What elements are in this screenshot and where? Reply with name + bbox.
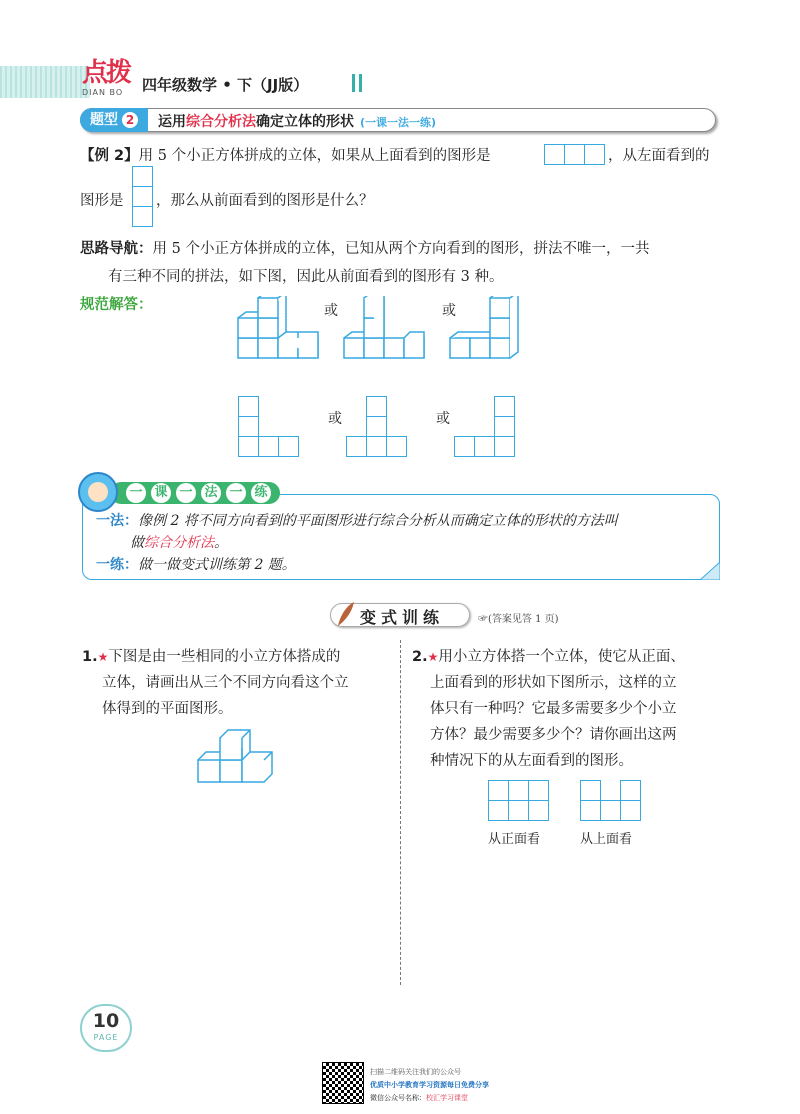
front-view-cell	[238, 436, 259, 457]
question-2-text-2: 上面看到的形状如下图所示，这样的立	[430, 675, 677, 691]
qr-code-icon	[322, 1062, 364, 1104]
or-label: 或	[328, 411, 342, 427]
header-stripe	[0, 66, 90, 98]
front-grid-cell	[528, 780, 549, 801]
front-grid-cell	[488, 780, 509, 801]
example-text-3: 图形是	[80, 193, 124, 209]
front-view-cell	[494, 396, 515, 417]
question-2-text-4: 方体？最少需要多少个？请你画出这两	[430, 727, 677, 743]
front-view-cell	[494, 436, 515, 457]
answer-label: 规范解答：	[80, 297, 153, 313]
top-grid-cell	[580, 800, 601, 821]
top-grid-cell	[600, 800, 621, 821]
top-grid-cell	[580, 780, 601, 801]
section-title-prefix: 运用	[158, 114, 186, 130]
footer-line-2: 优质中小学教育学习资源每日免费分享	[370, 1081, 489, 1089]
front-grid-cell	[528, 800, 549, 821]
solid-figure-1	[236, 296, 326, 364]
brand-logo	[82, 58, 132, 102]
footer-line-1: 扫描二维码关注我们的公众号	[370, 1068, 461, 1076]
front-view-cell	[258, 436, 279, 457]
or-label: 或	[442, 303, 456, 319]
or-label: 或	[436, 411, 450, 427]
method-header	[110, 482, 280, 504]
question-2-number: 2.	[412, 649, 428, 665]
thinking-line-2: 有三种不同的拼法，如下图，因此从前面看到的图形有 3 种。	[108, 269, 504, 285]
section-title-tail: (一课一法一练)	[360, 116, 437, 129]
method-fa-highlight: 综合分析法	[144, 535, 214, 551]
method-fa-text-1: 像例 2 将不同方向看到的平面图形进行综合分析从而确定立体的形状的方法叫	[138, 513, 618, 529]
page-curl-icon	[700, 562, 720, 580]
answer-reference: ☞(答案见答 1 页)	[478, 614, 559, 625]
front-grid-cell	[508, 780, 529, 801]
method-fa-text-2-suffix: 。	[214, 535, 228, 551]
caption-front-view: 从正面看	[488, 832, 541, 847]
logo-text: 点拨	[82, 58, 131, 88]
book-title: 四年级数学 • 下（JJ版）	[142, 76, 309, 94]
front-view-cell	[386, 436, 407, 457]
solid-figure-2	[340, 296, 430, 364]
top-grid-cell	[620, 800, 641, 821]
example-label: 【例 2】	[80, 148, 139, 164]
section-tag	[80, 108, 148, 132]
star-icon: ★	[427, 650, 439, 664]
top-view-cell	[564, 144, 585, 165]
method-lian-line	[96, 554, 296, 576]
solid-figure-3	[448, 296, 528, 364]
section-tag-label: 题型	[90, 112, 118, 128]
section-title-highlight: 综合分析法	[186, 114, 256, 130]
page-number: 10	[92, 1010, 120, 1032]
question-1-number: 1.	[82, 649, 98, 665]
front-view-cell	[366, 396, 387, 417]
question-2-line-1	[412, 646, 722, 668]
thinking-label: 思路导航：	[80, 241, 153, 257]
thinking-text-1: 用 5 个小正方体拼成的立体，已知从两个方向看到的图形，拼法不唯一，一共	[152, 241, 650, 257]
section-title	[158, 111, 436, 131]
column-divider	[400, 640, 401, 985]
front-view-cell	[278, 436, 299, 457]
or-label: 或	[324, 303, 338, 319]
question-2-text-5: 种情况下的从左面看到的图形。	[430, 753, 633, 769]
method-fa-line-1	[96, 510, 716, 532]
method-fa-label: 一法：	[96, 513, 138, 529]
example-text-2: ，从左面看到的	[608, 148, 710, 164]
footer-line-3-prefix: 微信公众号名称：	[370, 1094, 426, 1102]
mascot-icon	[78, 472, 118, 512]
page-label: PAGE	[93, 1033, 119, 1042]
example-text-4: ，那么从前面看到的图形是什么？	[156, 193, 374, 209]
method-header-char: 一	[126, 483, 146, 503]
question-2-text-1: 用小立方体搭一个立体，使它从正面、	[438, 649, 685, 665]
front-grid-cell	[488, 800, 509, 821]
method-fa-line-2	[130, 532, 228, 554]
top-grid-cell	[620, 780, 641, 801]
front-view-cell	[238, 416, 259, 437]
front-view-cell	[366, 436, 387, 457]
front-view-cell	[238, 396, 259, 417]
method-lian-label: 一练：	[96, 557, 138, 573]
method-header-char: 一	[226, 483, 246, 503]
training-title: 变式训练	[360, 608, 445, 627]
section-title-suffix: 确定立体的形状	[256, 114, 354, 130]
front-view-cell	[494, 416, 515, 437]
thinking-line-1	[80, 238, 725, 260]
caption-top-view: 从上面看	[580, 832, 633, 847]
front-view-cell	[454, 436, 475, 457]
logo-subtext: DIAN BO	[82, 88, 124, 97]
front-view-cell	[366, 416, 387, 437]
method-fa-text-2-prefix: 做	[130, 535, 144, 551]
front-view-cell	[474, 436, 495, 457]
top-view-cell	[544, 144, 565, 165]
star-icon: ★	[97, 650, 109, 664]
quill-icon	[334, 600, 356, 628]
question-1-line-1	[82, 646, 382, 668]
footer-line-3-value: 校汇学习课堂	[426, 1094, 468, 1102]
section-number: 2	[122, 112, 138, 128]
left-view-cell	[132, 166, 153, 187]
top-view-cell	[584, 144, 605, 165]
question-1-text-1: 下图是由一些相同的小立方体搭成的	[108, 649, 341, 665]
method-header-char: 一	[176, 483, 196, 503]
footer-line-3	[370, 1093, 468, 1103]
example-text-1: 用 5 个小正方体拼成的立体，如果从上面看到的图形是	[138, 148, 491, 164]
front-view-cell	[346, 436, 367, 457]
method-header-char: 练	[251, 483, 271, 503]
question-1-solid-figure	[192, 722, 276, 786]
method-header-char: 课	[151, 483, 171, 503]
method-header-char: 法	[201, 483, 221, 503]
left-view-cell	[132, 206, 153, 227]
front-grid-cell	[508, 800, 529, 821]
title-bars-decoration	[352, 74, 362, 92]
question-2-text-3: 体只有一种吗？它最多需要多少个小立	[430, 701, 677, 717]
question-1-text-3: 体得到的平面图形。	[102, 701, 233, 717]
method-lian-text: 做一做变式训练第 2 题。	[138, 557, 296, 573]
question-1-text-2: 立体，请画出从三个不同方向看这个立	[102, 675, 349, 691]
left-view-cell	[132, 186, 153, 207]
